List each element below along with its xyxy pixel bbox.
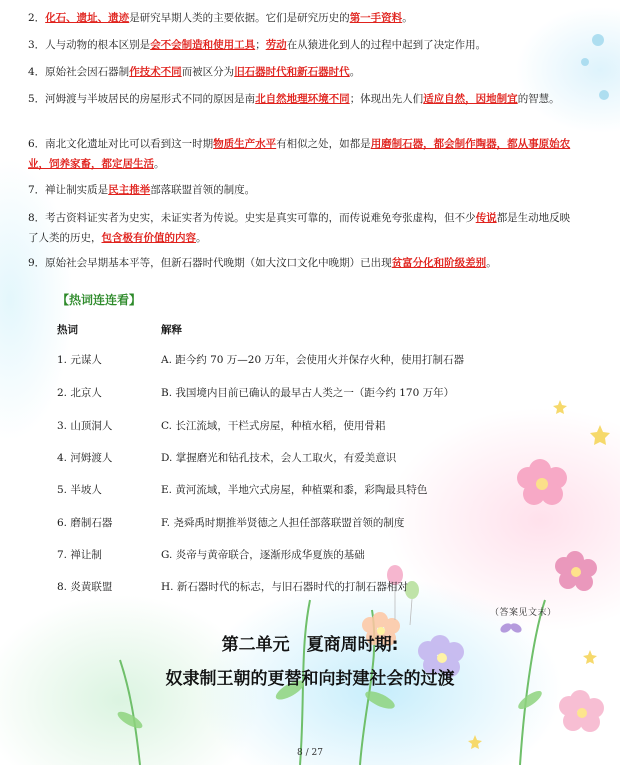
statement-7 — [28, 180, 573, 200]
statement-4 — [28, 62, 573, 82]
hotword-row — [0, 482, 620, 502]
statement-text: 是研究早期人类的主要依据。它们是研究历史的 — [129, 12, 350, 24]
statement-5 — [28, 89, 573, 109]
hotword-description: B. 我国境内目前已确认的最早古人类之一（距今约 170 万年） — [161, 387, 455, 399]
hotword-description: F. 尧舜禹时期推举贤德之人担任部落联盟首领的制度 — [161, 517, 405, 529]
hotword-term: 6. 磨制石器 — [57, 517, 113, 529]
statement-text: 。 — [154, 158, 165, 170]
hotword-row — [0, 515, 620, 535]
hotwords-section-title: 【热词连连看】 — [57, 293, 142, 307]
statement-text: 。 — [349, 66, 361, 78]
highlighted-key-term: 用磨制石器，都会制作陶器，都从事原始农业，饲养家畜，都定居生活 — [28, 138, 571, 170]
hotword-term: 5. 半坡人 — [57, 484, 102, 496]
hotword-row — [0, 352, 620, 372]
unit-title-line1: 第二单元 夏商周时期: — [221, 635, 399, 655]
statement-text: 6．南北文化遗址对比可以看到这一时期 — [28, 138, 214, 150]
statement-text: 有相似之处，如都是 — [276, 138, 371, 150]
statement-text: 8．考古资料证实者为史实，未证实者为传说。史实是真实可靠的，而传说难免夸张虚构，但不少 — [28, 212, 476, 224]
statement-text: 5．河姆渡与半坡居民的房屋形式不同的原因是南 — [28, 93, 256, 105]
unit-title-line2: 奴隶制王朝的更替和向封建社会的过渡 — [165, 669, 455, 689]
statement-text: ； — [255, 39, 266, 51]
hotword-term: 8. 炎黄联盟 — [57, 581, 113, 593]
highlighted-key-term: 化石、遗址、遗迹 — [45, 12, 130, 24]
hotword-description: C. 长江流域，干栏式房屋，种植水稻，使用骨耜 — [161, 420, 386, 432]
statement-text: 的智慧。 — [517, 93, 560, 105]
hotword-row — [0, 547, 620, 567]
highlighted-key-term: 作技术不同 — [129, 66, 182, 78]
hotword-row — [0, 385, 620, 405]
statement-text: 。 — [196, 232, 207, 244]
hotword-row — [0, 450, 620, 470]
statement-text: 部落联盟首领的制度。 — [150, 184, 256, 196]
page-number: 8 / 27 — [297, 748, 323, 758]
highlighted-key-term: 旧石器时代和新石器时代 — [234, 66, 350, 78]
hotword-description: A. 距今约 70 万—20 万年，会使用火并保存火种，使用打制石器 — [161, 354, 464, 366]
column-header-description: 解释 — [161, 324, 182, 336]
highlighted-key-term: 适应自然，因地制宜 — [423, 93, 518, 105]
statement-3 — [28, 35, 573, 55]
statement-2 — [28, 8, 573, 28]
highlighted-key-term: 劳动 — [265, 39, 287, 51]
hotword-description: E. 黄河流域，半地穴式房屋，种植粟和黍，彩陶最具特色 — [161, 484, 428, 496]
hotword-term: 4. 河姆渡人 — [57, 452, 113, 464]
answer-note: （答案见文末） — [490, 608, 557, 618]
statement-text: 9．原始社会早期基本平等，但新石器时代晚期（如大汶口文化中晚期）已出现 — [28, 257, 392, 269]
statement-text: 3．人与动物的根本区别是 — [28, 39, 151, 51]
hotword-term: 2. 北京人 — [57, 387, 102, 399]
highlighted-key-term: 包含极有价值的内容 — [101, 232, 196, 244]
statement-text: 7．禅让制实质是 — [28, 184, 109, 196]
statement-text: 而被区分为 — [181, 66, 235, 78]
highlighted-key-term: 民主推举 — [108, 184, 151, 196]
highlighted-key-term: 物质生产水平 — [213, 138, 277, 150]
hotword-description: G. 炎帝与黄帝联合，逐渐形成华夏族的基础 — [161, 549, 365, 561]
highlighted-key-term: 贫富分化和阶级差别 — [391, 257, 487, 269]
statement-6 — [28, 134, 573, 174]
hotword-description: H. 新石器时代的标志，与旧石器时代的打制石器相对 — [161, 581, 408, 593]
statement-text: ；体现出先人们 — [349, 93, 424, 105]
highlighted-key-term: 传说 — [475, 212, 497, 224]
hotword-row — [0, 579, 620, 599]
column-header-term: 热词 — [57, 324, 78, 336]
hotword-term: 7. 禅让制 — [57, 549, 102, 561]
highlighted-key-term: 北自然地理环境不同 — [255, 93, 350, 105]
hotword-row — [0, 418, 620, 438]
statement-text: 在从猿进化到人的过程中起到了决定作用。 — [286, 39, 487, 51]
highlighted-key-term: 会不会制造和使用工具 — [150, 39, 256, 51]
statement-9 — [28, 253, 573, 273]
highlighted-key-term: 第一手资料 — [349, 12, 403, 24]
statement-text: 。 — [486, 257, 497, 269]
statement-text: 。 — [402, 12, 413, 24]
hotword-term: 3. 山顶洞人 — [57, 420, 113, 432]
hotword-term: 1. 元谋人 — [57, 354, 102, 366]
hotword-description: D. 掌握磨光和钻孔技术，会人工取火，有爱美意识 — [161, 452, 397, 464]
statement-text: 4．原始社会因石器制 — [28, 66, 130, 78]
statement-text: 2． — [28, 12, 46, 24]
statement-8 — [28, 208, 573, 248]
statement-text: 都是生动地反映了人类的历史， — [28, 212, 571, 244]
